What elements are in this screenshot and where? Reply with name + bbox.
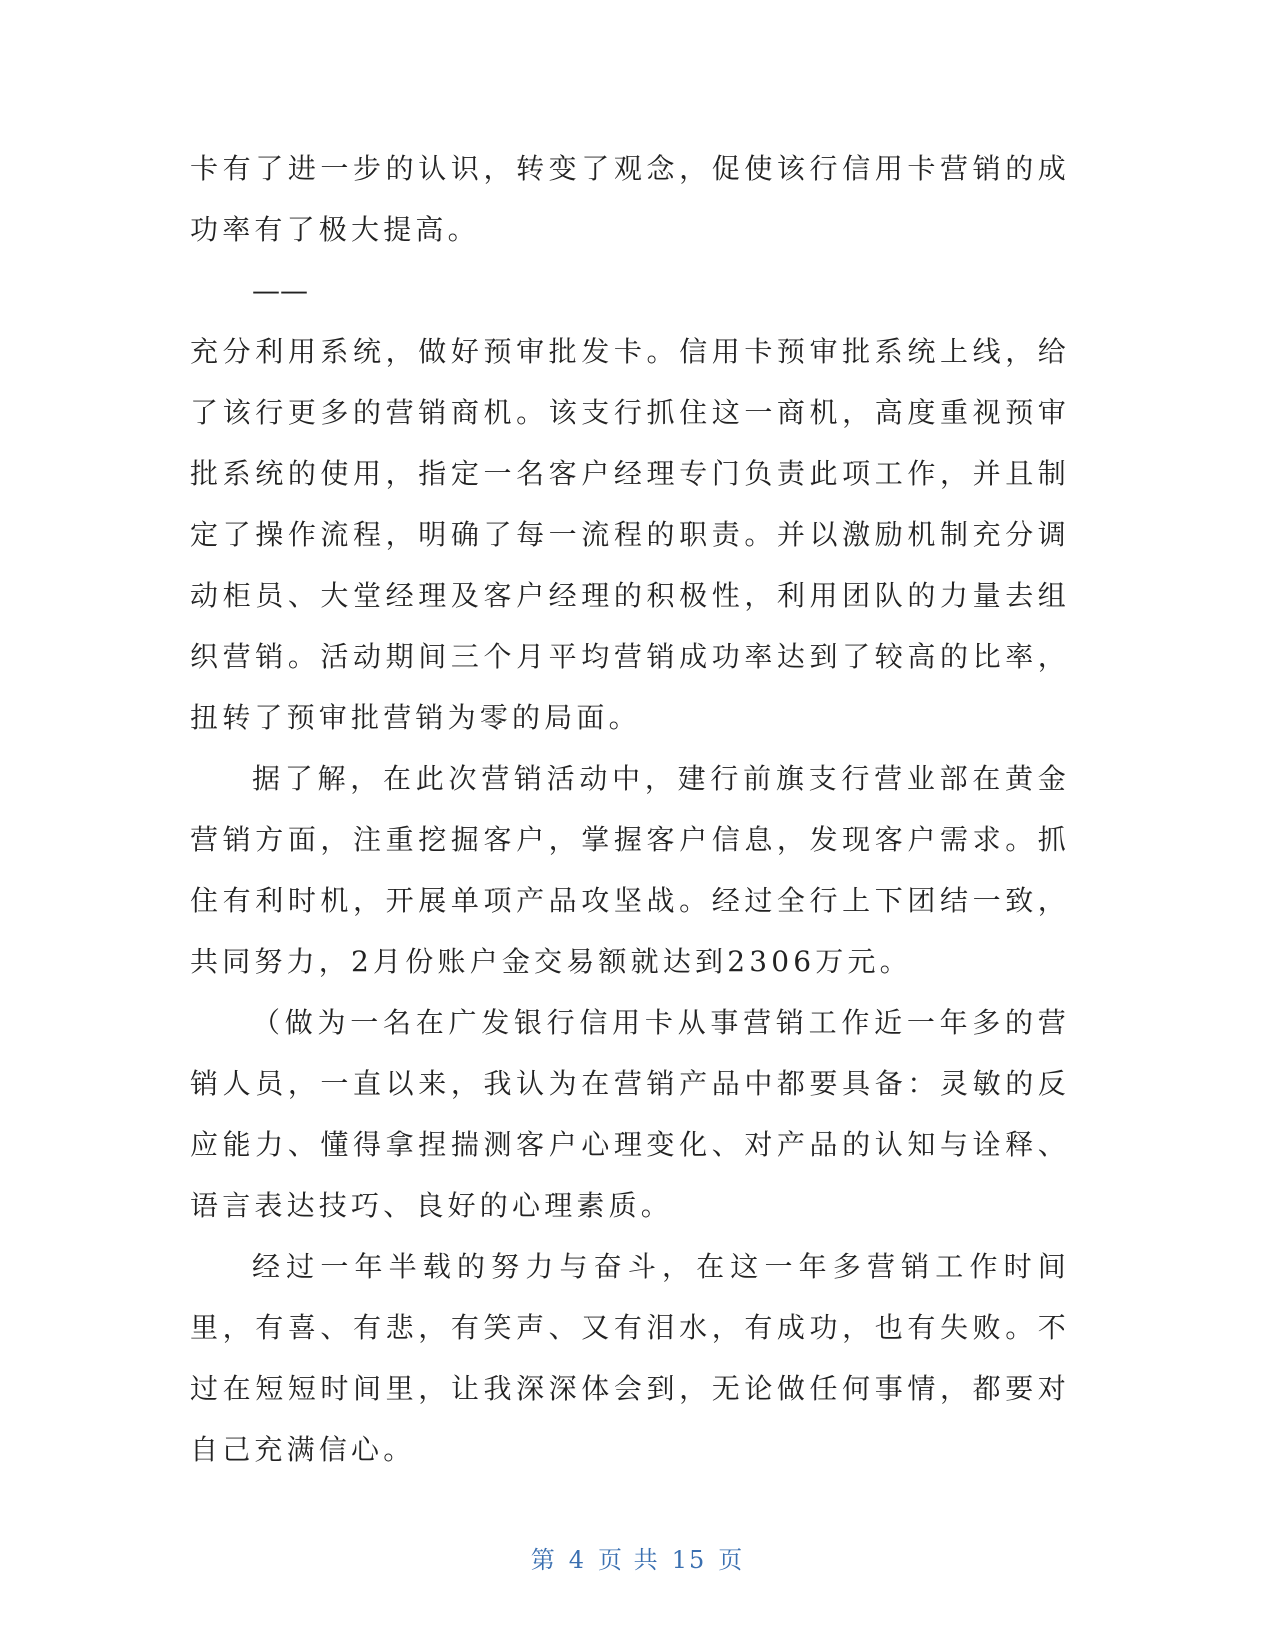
paragraph-5: 经过一年半载的努力与奋斗，在这一年多营销工作时间里，有喜、有悲，有笑声、又有泪水，有成功，也有失败。不过在短短时间里，让我深深体会到，无论做任何事情，都要对自己充满信心。 <box>190 1250 1070 1466</box>
footer-middle: 页 共 <box>598 1546 660 1574</box>
page-footer <box>0 1540 1275 1575</box>
paragraph-3: 据了解，在此次营销活动中，建行前旗支行营业部在黄金营销方面，注重挖掘客户，掌握客户信息，发现客户需求。抓住有利时机，开展单项产品攻坚战。经过全行上下团结一致，共同努力，2月份账户金交易额就达到2306万元。 <box>190 762 1070 978</box>
document-body <box>190 138 1070 1480</box>
footer-current-page: 4 <box>568 1546 587 1574</box>
dash-separator: —— <box>252 274 308 307</box>
footer-suffix: 页 <box>718 1546 745 1574</box>
paragraph-2: 充分利用系统，做好预审批发卡。信用卡预审批系统上线，给了该行更多的营销商机。该支行抓住这一商机，高度重视预审批系统的使用，指定一名客户经理专门负责此项工作，并且制定了操作流程，明确了每一流程的职责。并以激励机制充分调动柜员、大堂经理及客户经理的积极性，利用团队的力量去组织营销。活动期间三个月平均营销成功率达到了较高的比率，扭转了预审批营销为零的局面。 <box>190 335 1070 734</box>
paragraph-1: 卡有了进一步的认识，转变了观念，促使该行信用卡营销的成功率有了极大提高。 <box>190 152 1070 246</box>
footer-total-pages: 15 <box>671 1546 707 1574</box>
footer-prefix: 第 <box>530 1546 557 1574</box>
paragraph-4: （做为一名在广发银行信用卡从事营销工作近一年多的营销人员，一直以来，我认为在营销产品中都要具备：灵敏的反应能力、懂得拿捏揣测客户心理变化、对产品的认知与诠释、语言表达技巧、良好的心理素质。 <box>190 1006 1070 1222</box>
